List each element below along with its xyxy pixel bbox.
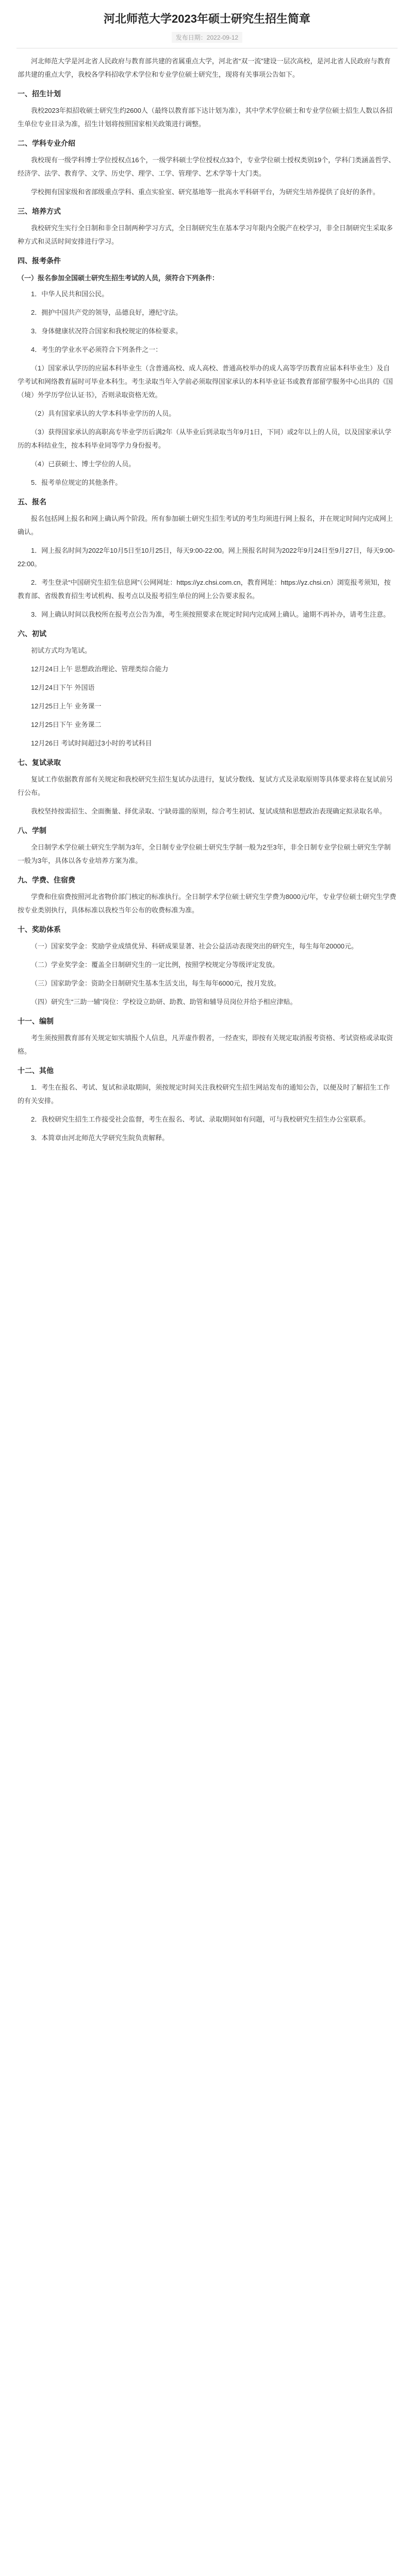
paragraph: 考生须按照教育部有关规定如实填报个人信息，凡弄虚作假者，一经查实，即按有关规定取消报考资格、考试资格或录取资格。 bbox=[18, 1034, 393, 1055]
paragraph: 初试方式均为笔试。 bbox=[31, 647, 92, 654]
section-heading: 九、学费、住宿费 bbox=[18, 876, 75, 884]
publish-date: 发布日期：2022-09-12 bbox=[172, 32, 242, 43]
paragraph: 我校现有一级学科博士学位授权点16个，一级学科硕士学位授权点33个，专业学位硕士授权类别19个，学科门类涵盖哲学、经济学、法学、教育学、文学、历史学、理学、工学、管理学、艺术学等十大门类。 bbox=[18, 156, 395, 177]
paragraph: 我校坚持按需招生、全面衡量、择优录取、宁缺毋滥的原则，综合考生初试、复试成绩和思想政治表现确定拟录取名单。 bbox=[31, 807, 387, 815]
schedule-line: 12月26日 考试时间超过3小时的考试科目 bbox=[31, 739, 152, 747]
section-heading: 七、复试录取 bbox=[18, 758, 61, 767]
paragraph: （一）国家奖学金：奖励学业成绩优异、科研成果显著、社会公益活动表现突出的研究生，每生每年20000元。 bbox=[31, 942, 358, 950]
paragraph: 3．本简章由河北师范大学研究生院负责解释。 bbox=[31, 1134, 169, 1142]
paragraph: 我校2023年拟招收硕士研究生约2600人（最终以教育部下达计划为准），其中学术学位硕士和专业学位硕士招生人数以各招生单位专业目录为准，招生计划将按照国家相关政策进行调整。 bbox=[18, 107, 393, 128]
paragraph: 3．网上确认时间以我校所在报考点公告为准，考生须按照要求在规定时间内完成网上确认。逾期不再补办，请考生注意。 bbox=[31, 611, 390, 618]
paragraph: （三）国家助学金：资助全日制研究生基本生活支出，每生每年6000元，按月发放。 bbox=[31, 979, 280, 987]
section-heading: 二、学科专业介绍 bbox=[18, 139, 75, 147]
section-heading: 四、报考条件 bbox=[18, 257, 61, 265]
section-heading: 十、奖助体系 bbox=[18, 925, 61, 934]
section-heading: 三、培养方式 bbox=[18, 207, 61, 215]
section-heading: 五、报名 bbox=[18, 498, 46, 506]
paragraph: 2．我校研究生招生工作接受社会监督，考生在报名、考试、录取期间如有问题，可与我校研究生招生办公室联系。 bbox=[31, 1115, 370, 1123]
section-heading: 六、初试 bbox=[18, 630, 46, 638]
paragraph: （2）具有国家承认的大学本科毕业学历的人员。 bbox=[31, 410, 176, 417]
schedule-line: 12月25日下午 业务课二 bbox=[31, 721, 102, 728]
sub-heading: （一）报名参加全国硕士研究生招生考试的人员，须符合下列条件： bbox=[18, 274, 219, 282]
article-header bbox=[0, 0, 414, 43]
paragraph: 全日制学术学位硕士研究生学制为3年，全日制专业学位硕士研究生学制一般为2至3年，非全日制专业学位硕士研究生学制一般为3年，具体以各专业培养方案为准。 bbox=[18, 843, 391, 865]
paragraph: 学校拥有国家级和省部级重点学科、重点实验室、研究基地等一批高水平科研平台，为研究生培养提供了良好的条件。 bbox=[31, 188, 380, 196]
paragraph: 学费和住宿费按照河北省物价部门核定的标准执行。全日制学术学位硕士研究生学费为8000元/年，专业学位硕士研究生学费按专业类别执行，具体标准以我校当年公布的收费标准为准。 bbox=[18, 893, 396, 914]
section-heading: 十一、编制 bbox=[18, 1017, 54, 1025]
paragraph: （1）国家承认学历的应届本科毕业生（含普通高校、成人高校、普通高校举办的成人高等学历教育应届本科毕业生）及自学考试和网络教育届时可毕业本科生。考生录取当年入学前必须取得国家承认的本科毕业证书或教育部留学服务中心出具的《国（境）外学历学位认证书》，否则录取资格无效。 bbox=[18, 364, 393, 399]
paragraph: 报名包括网上报名和网上确认两个阶段。所有参加硕士研究生招生考试的考生均须进行网上报名，并在规定时间内完成网上确认。 bbox=[18, 515, 393, 536]
paragraph: 我校研究生实行全日制和非全日制两种学习方式，全日制研究生在基本学习年限内全脱产在校学习，非全日制研究生采取多种方式和灵活时间安排进行学习。 bbox=[18, 224, 393, 245]
paragraph: 2．考生登录“中国研究生招生信息网”（公网网址：https://yz.chsi.com.cn，教育网址：https://yz.chsi.cn）浏览报考须知，按教育部、省级教育招生考试机构、报考点以及报考招生单位的网上公告要求报名。 bbox=[18, 579, 391, 600]
paragraph: （四）研究生“三助一辅”岗位：学校设立助研、助教、助管和辅导员岗位并给予相应津贴。 bbox=[31, 998, 297, 1006]
paragraph: 1．网上报名时间为2022年10月5日至10月25日，每天9:00-22:00。网上预报名时间为2022年9月24日至9月27日，每天9:00-22:00。 bbox=[18, 547, 395, 568]
page-title: 河北师范大学2023年硕士研究生招生简章 bbox=[104, 12, 310, 25]
paragraph: 3．身体健康状况符合国家和我校规定的体检要求。 bbox=[31, 327, 183, 335]
paragraph: 1．中华人民共和国公民。 bbox=[31, 290, 109, 298]
paragraph: 1．考生在报名、考试、复试和录取期间，须按规定时间关注我校研究生招生网站发布的通知公告，以便及时了解招生工作的有关安排。 bbox=[18, 1083, 390, 1105]
paragraph: 4．考生的学业水平必须符合下列条件之一： bbox=[31, 346, 162, 353]
paragraph: 5．报考单位规定的其他条件。 bbox=[31, 479, 122, 486]
paragraph: （二）学业奖学金：覆盖全日制研究生的一定比例，按照学校规定分等级评定发放。 bbox=[31, 961, 279, 969]
schedule-line: 12月24日下午 外国语 bbox=[31, 684, 95, 691]
article-body bbox=[0, 48, 414, 1145]
publish-info bbox=[0, 32, 414, 43]
schedule-line: 12月24日上午 思想政治理论、管理类综合能力 bbox=[31, 665, 169, 673]
section-heading: 一、招生计划 bbox=[18, 90, 61, 98]
schedule-line: 12月25日上午 业务课一 bbox=[31, 702, 102, 710]
paragraph: （4）已获硕士、博士学位的人员。 bbox=[31, 460, 136, 468]
paragraph: 2．拥护中国共产党的领导，品德良好，遵纪守法。 bbox=[31, 309, 183, 316]
intro-paragraph: 河北师范大学是河北省人民政府与教育部共建的省属重点大学，河北省“双一流”建设一层次高校，是河北省人民政府与教育部共建的重点大学，我校各学科招收学术学位和专业学位硕士研究生，现将有关事项公告如下。 bbox=[18, 57, 391, 78]
paragraph: 复试工作依据教育部有关规定和我校研究生招生复试办法进行，复试分数线、复试方式及录取原则等具体要求将在复试前另行公布。 bbox=[18, 775, 393, 796]
paragraph: （3）获得国家承认的高职高专毕业学历后满2年（从毕业后到录取当年9月1日，下同）或2年以上的人员，以及国家承认学历的本科结业生，按本科毕业同等学力身份报考。 bbox=[18, 428, 392, 449]
section-heading: 十二、其他 bbox=[18, 1066, 54, 1075]
section-heading: 八、学制 bbox=[18, 826, 46, 835]
